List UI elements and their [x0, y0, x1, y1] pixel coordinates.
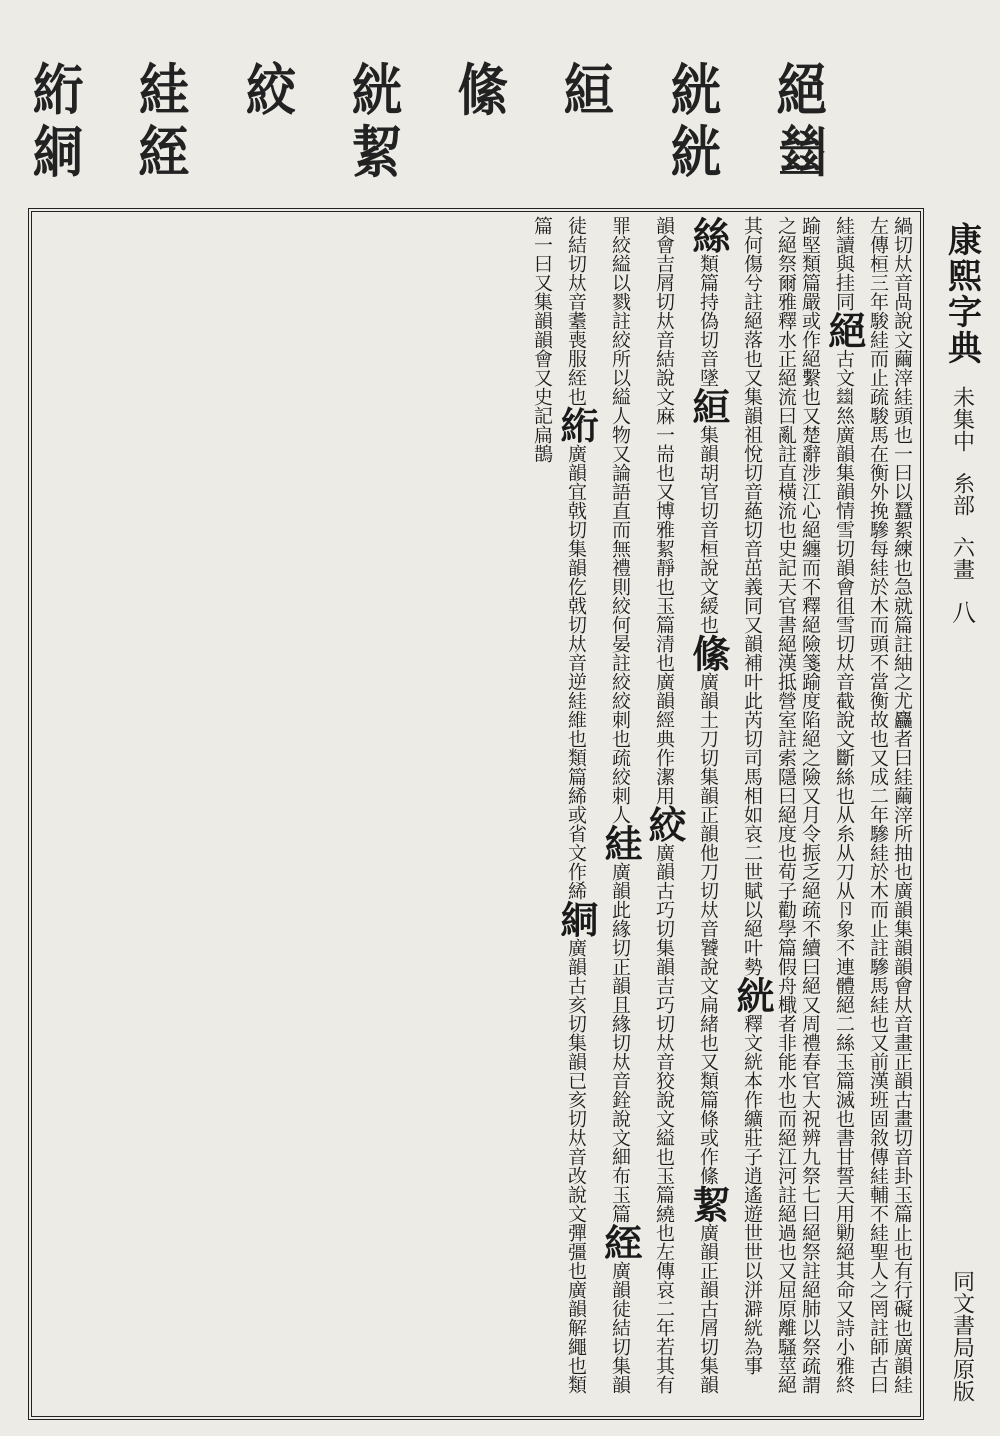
seal-glyph-column [561, 60, 617, 122]
headword: 絙 [686, 387, 731, 425]
headword: 絓 [598, 824, 643, 862]
seal-glyph: 絖 [351, 58, 403, 124]
seal-glyph-group [668, 60, 724, 184]
entry-text: 廣韻此緣切正韻且緣切夶音銓說文細布玉篇 [609, 862, 631, 1223]
running-head [932, 208, 992, 1420]
book-title: 康熙字典 [941, 222, 982, 366]
headword: 絎 [554, 406, 599, 444]
headword: 絛 [686, 634, 731, 672]
headword: 絖 [730, 976, 775, 1014]
seal-glyph: 絎 [32, 58, 84, 124]
seal-glyph: 絜 [351, 120, 403, 186]
publisher-label: 同文書局原版 [949, 1270, 975, 1402]
seal-glyph: 絓 [139, 58, 190, 124]
entry-text: 廣韻古巧切集韻吉巧切夶音狡說文縊也玉篇繞也左傳哀二年若其有罪絞縊以戮註絞所以縊人物又論語直而無禮則絞何晏註絞絞刺也疏絞刺人 [609, 216, 675, 1394]
seal-glyph-group [349, 60, 405, 184]
entry-text: 絲玉篇滅也書甘誓天用勦絕其命又詩小雅終踰 [799, 216, 855, 1394]
headword: 絕 [822, 311, 867, 349]
volume-label: 未集中 [949, 386, 975, 452]
headword: 絞 [642, 805, 687, 843]
seal-glyph-column [455, 60, 511, 122]
entry-text: 切音茁義同又韻補叶此芮切司馬相如哀二世賦以絕叶勢 [741, 520, 763, 976]
headword: 絜 [686, 1185, 731, 1223]
entry-text: 絕險箋踰度陷絕之險又月令振乏絕疏不續曰絕又周禮春官大祝辨九祭七曰絕祭註絕肺以祭疏謂之絕祭 [775, 216, 821, 1394]
entry-text: 廣韻集韻韻會夶音畫正韻古畫切音卦玉篇止也有行礙也廣韻絓左傳桓三年駿絓而止疏駿馬在衡外挽驂每絓於 [867, 216, 913, 1394]
seal-glyph: 絞 [245, 58, 296, 124]
seal-glyph: 絙 [564, 58, 615, 124]
seal-glyph-column [668, 60, 724, 184]
seal-glyph-column [243, 60, 299, 122]
entry-text: 爾雅釋水正絕流曰亂註直橫流也史記天官書絕漢抵營室註索隱曰絕度也荀子勸學篇假舟檝者非能水也而絕江河 [775, 273, 797, 1185]
entry-text: 廣韻徒結切集韻徒結切夶音耋喪服絰也 [565, 216, 631, 1394]
seal-glyph: 絛 [457, 58, 509, 124]
entry-text: 廣韻土刀切集韻正韻他刀切夶音饕說文扁緒也又類篇條或作絛 [697, 672, 719, 1185]
seal-glyph: 絧 [32, 120, 84, 186]
entry-text: 不絓聖人之罔註師古曰絓讀與挂同 [833, 216, 889, 1394]
seal-glyph-column [136, 60, 192, 184]
seal-glyph-group [136, 60, 192, 184]
seal-glyph-group [243, 60, 299, 122]
seal-glyph: 𢇍 [776, 120, 828, 186]
seal-glyph-group [455, 60, 511, 122]
seal-glyph-group [561, 60, 617, 122]
entry-text: 古文𢇍𢇁廣韻集韻情雪切韻會徂雪切夶音截說文斷絲也从糸从刀从卪象不連體絕二 [833, 349, 855, 1033]
entry-text: 廣韻正韻古屑切集韻韻會吉屑切夶音結說文麻一耑也又博雅絜靜也玉篇清也廣韻經典作潔用 [653, 216, 719, 1394]
seal-glyph: 絖 [670, 120, 721, 186]
headword: 絧 [554, 900, 599, 938]
entry-text: 廣韻宜戟切集韻仡戟切夶音逆絓維也類篇絺或省文作絺 [565, 444, 587, 900]
entry-text: 又史記扁鵲 [531, 368, 553, 463]
headword: 絲 [686, 216, 731, 254]
seal-glyph-column [349, 60, 405, 184]
seal-glyph-group [774, 60, 830, 184]
entry-text: 註絕過也又屈原離騷莖絕其何傷兮註絕落也又集韻祖悅切音蕝 [741, 216, 797, 1394]
seal-glyph-column [774, 60, 830, 184]
seal-glyph: 絕 [776, 58, 828, 124]
seal-script-header [30, 60, 830, 210]
stroke-count-label: 六畫 [949, 536, 975, 580]
entry-text: 木而頭不當衡故也又成二年驂絓於木而止註驂馬絓也又前漢班固敘傳絓輔 [867, 596, 889, 1204]
seal-glyph-group [30, 60, 86, 184]
entry-text: 廣韻古亥切集韻已亥切夶音改說文彈彊也廣韻解繩也類篇一曰又集韻韻會 [531, 216, 587, 1394]
dictionary-body [34, 216, 914, 1412]
entry-text: 釋文絖本作纊莊子逍遙遊世世以洴澼絖為事 [741, 1014, 763, 1375]
page-number: 八 [947, 600, 976, 624]
headword: 絰 [598, 1223, 643, 1261]
seal-glyph-column [30, 60, 86, 184]
radical-label: 糸部 [949, 472, 975, 516]
entry-text: 類篇持偽切音墜 [697, 254, 719, 387]
entry-text: 緺切夶音咼說文繭滓絓頭也一曰以蠶絮練也急就篇註紬之尤麤者曰絓繭滓所抽也 [891, 216, 913, 881]
seal-glyph: 絖 [670, 58, 721, 124]
entry-text: 堅類篇嚴或作絕繫也又楚辭涉江心絕纏而不釋 [799, 235, 821, 615]
entry-text: 集韻胡官切音桓說文緩也 [697, 425, 719, 634]
seal-glyph: 絰 [139, 120, 190, 186]
